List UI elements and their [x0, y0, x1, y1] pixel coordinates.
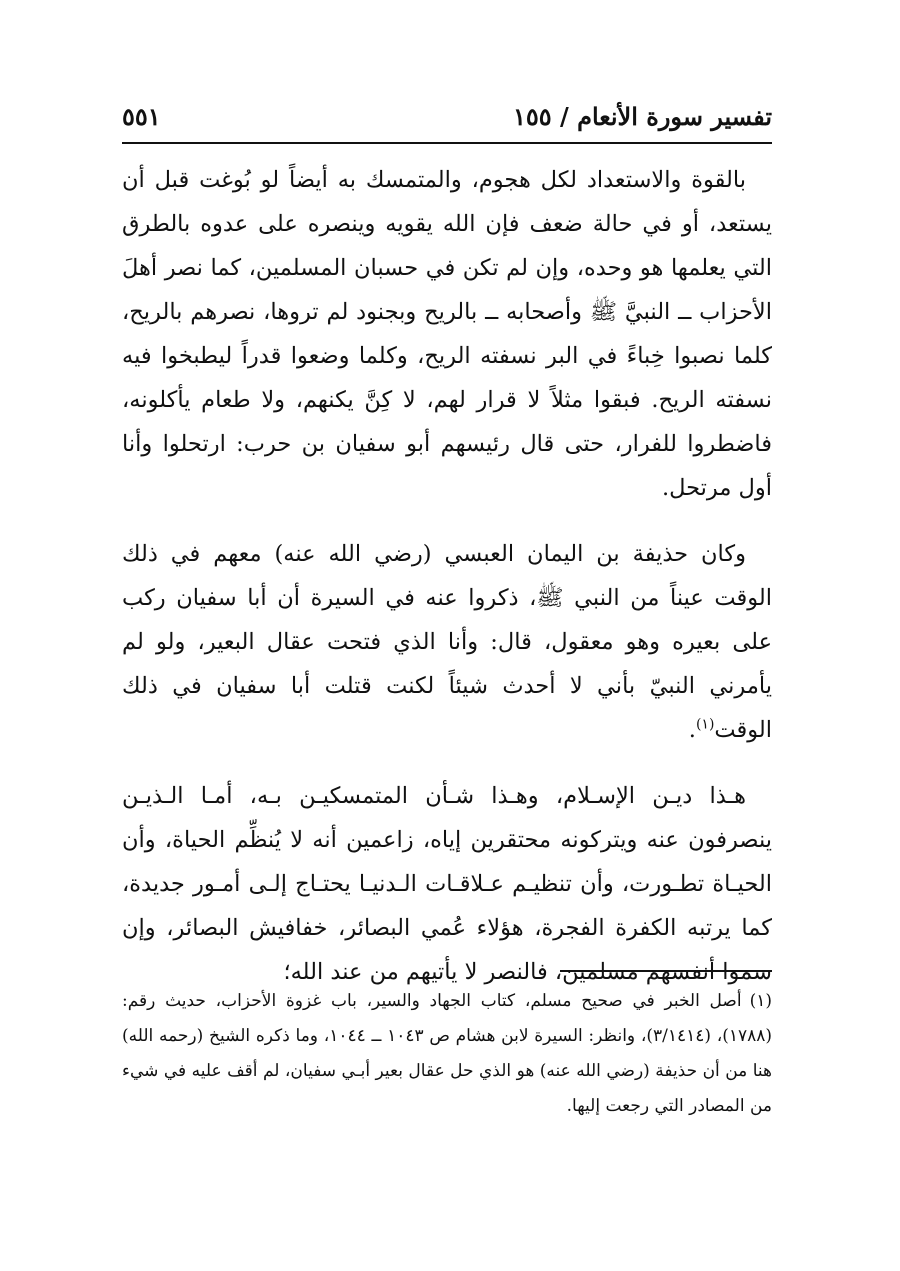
- page-number: ٥٥١: [122, 102, 161, 131]
- paragraph-1: بالقوة والاستعداد لكل هجوم، والمتمسك به أيضاً لو بُوغت قبل أن يستعد، أو في حالة ضعف فإن الله يقويه وينصره على عدوه بالطرق التي يعلمها هو وحده، وإن لم تكن في حسبان المسلمين، كما نصر أهلَ الأحزاب ــ النبيَّ ﷺ وأصحابه ــ بالريح وبجنود لم تروها، نصرهم بالريح، كلما نصبوا خِباءً في البر نسفته الريح، وكلما وضعوا قدراً ليطبخوا فيه نسفته الريح. فبقوا مثلاً لا قرار لهم، لا كِنَّ يكنهم، ولا طعام يأكلونه، فاضطروا للفرار، حتى قال رئيسهم أبو سفيان بن حرب: ارتحلوا وأنا أول مرتحل.: [122, 167, 772, 501]
- paragraph-2-period: .: [688, 717, 696, 743]
- page-header: [122, 100, 772, 140]
- footnote-number: (١): [749, 991, 772, 1011]
- footnote-reference: (١): [695, 716, 715, 733]
- paragraph-2-text: وكان حذيفة بن اليمان العبسي (رضي الله عنه) معهم في ذلك الوقت عيناً من النبي ﷺ، ذكروا عنه في السيرة أن أبا سفيان ركب على بعيره وهو معقول، قال: وأنا الذي فتحت عقال البعير، ولو لم يأمرني النبيّ بأني لا أحدث شيئاً لكنت قتلت أبا سفيان في ذلك الوقت: [122, 541, 772, 743]
- footnote: [122, 984, 772, 1124]
- paragraph-2: [122, 532, 772, 752]
- paragraph-3: هـذا ديـن الإسـلام، وهـذا شـأن المتمسكيـن بـه، أمـا الـذيـن ينصرفون عنه ويتركونه محتقرين إياه، زاعمين أنه لا يُنظِّم الحياة، وأن الحيـاة تطـورت، وأن تنظيـم عـلاقـات الـدنيـا يحتـاج إلـى أمـور جديدة، كما يرتبه الكفرة الفجرة، هؤلاء عُمي البصائر، خفافيش البصائر، وإن سموا أنفسهم مسلمين، فالنصر لا يأتيهم من عند الله؛: [122, 783, 772, 985]
- main-text: [122, 158, 772, 994]
- footnote-text: أصل الخبر في صحيح مسلم، كتاب الجهاد والسير، باب غزوة الأحزاب، حديث رقم: (١٧٨٨)، (٣/١٤١٤)، وانظر: السيرة لابن هشام ص ١٠٤٣ ــ ١٠٤٤، وما ذكره الشيخ (رحمه الله) هنا من أن حذيفة (رضي الله عنه) هو الذي حل عقال بعير أبـي سفيان، لم أقف عليه في شيء من المصادر التي رجعت إليها.: [122, 991, 773, 1116]
- footnote-divider: [560, 970, 772, 972]
- running-title: تفسير سورة الأنعام / ١٥٥: [512, 102, 772, 131]
- header-divider: [122, 142, 772, 144]
